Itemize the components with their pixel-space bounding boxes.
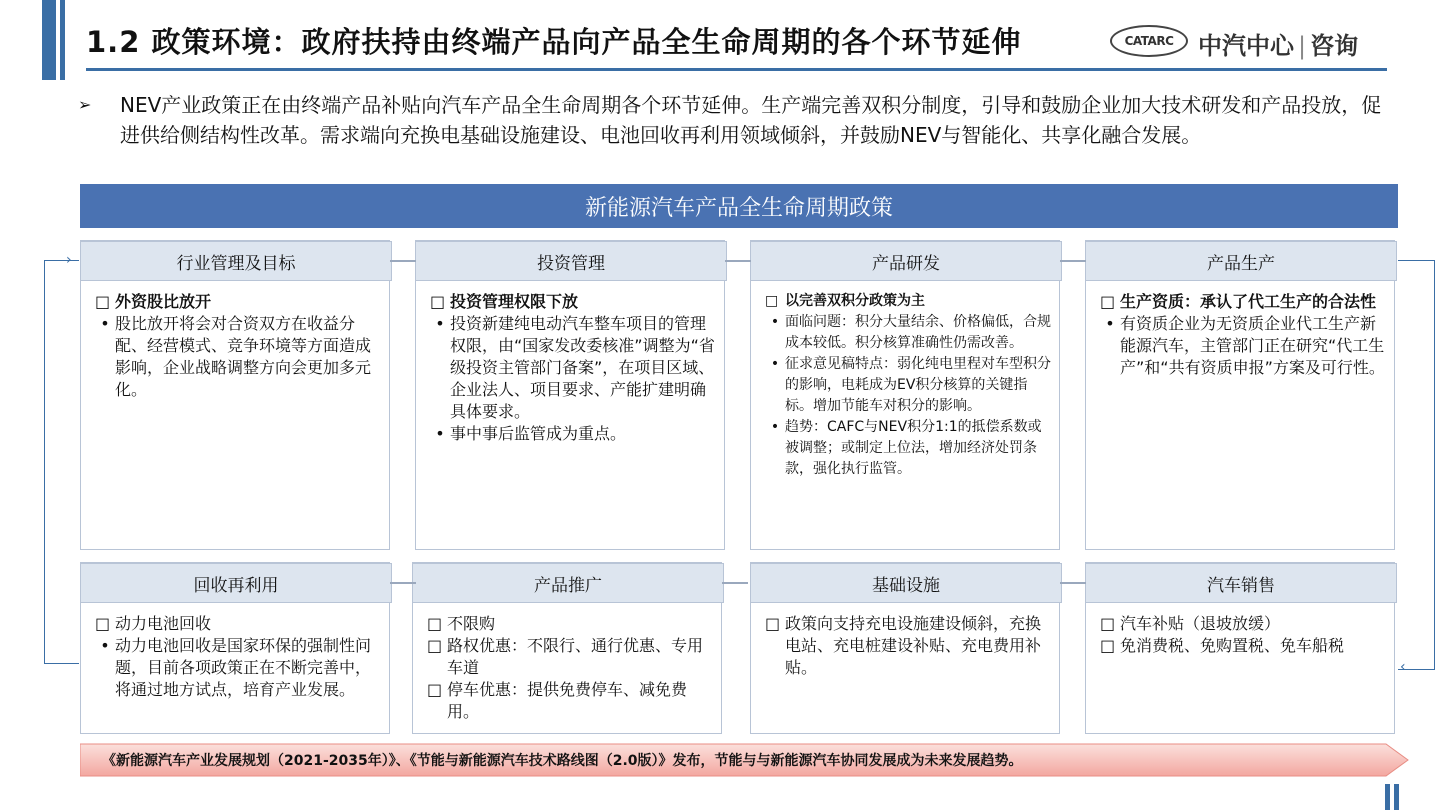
policy-card-title: 产品研发: [750, 241, 1062, 281]
policy-card: [1085, 562, 1395, 734]
checkbox-item: [1100, 635, 1386, 657]
card-connector: [390, 260, 416, 262]
policy-card: [80, 562, 390, 734]
square-bullet-icon: □: [95, 292, 111, 311]
brand: [1198, 26, 1358, 61]
dot-bullet-icon: •: [100, 314, 110, 333]
dot-bullet-icon: •: [100, 636, 110, 655]
dot-bullet-icon: •: [770, 419, 780, 435]
checkbox-item: [765, 291, 1051, 312]
card-connector: [725, 260, 751, 262]
card-connector: [390, 582, 416, 584]
brand-suffix: 咨询: [1310, 32, 1359, 60]
checkbox-item: [1100, 291, 1386, 313]
checkbox-item: [95, 613, 381, 635]
item-text: 投资新建纯电动汽车整车项目的管理权限，由“国家发改委核准”调整为“省级投资主管部门备案”，在项目区域、企业法人、项目要求、产能扩建明确具体要求。: [450, 314, 715, 421]
policy-card-body: [1100, 291, 1386, 379]
right-loop-arrow-icon: ‹: [1400, 659, 1406, 675]
title-accent-bars: [42, 0, 72, 80]
item-text: 不限购: [447, 614, 496, 633]
bullet-item: [765, 354, 1051, 417]
policy-card-body: [95, 291, 381, 401]
policy-card-title: 回收再利用: [80, 563, 392, 603]
square-bullet-icon: □: [430, 292, 446, 311]
policy-card: [750, 562, 1060, 734]
bullet-item: [95, 635, 381, 701]
policy-card: [1085, 240, 1395, 550]
policy-card-title: 行业管理及目标: [80, 241, 392, 281]
square-bullet-icon: □: [765, 293, 779, 309]
bullet-item: [95, 313, 381, 401]
left-loop-line: [44, 260, 79, 664]
item-text: 生产资质：承认了代工生产的合法性: [1120, 292, 1377, 311]
policy-card: [412, 562, 722, 734]
item-text: 动力电池回收是国家环保的强制性问题，目前各项政策正在不断完善中，将通过地方试点，培育产业发展。: [115, 636, 372, 699]
policy-card: [80, 240, 390, 550]
square-bullet-icon: □: [765, 614, 781, 633]
brand-name: 中汽中心: [1198, 32, 1294, 60]
brand-divider: |: [1298, 32, 1307, 60]
square-bullet-icon: □: [427, 636, 443, 655]
item-text: 政策向支持充电设施建设倾斜，充换电站、充电桩建设补贴、充电费用补贴。: [785, 614, 1042, 677]
footer-text: 《新能源汽车产业发展规划（2021-2035年）》、《节能与新能源汽车技术路线图（2.0版）》发布，节能与与新能源汽车协同发展成为未来发展趋势。: [102, 753, 1023, 769]
square-bullet-icon: □: [427, 614, 443, 633]
catarc-logo: CATARC: [1110, 25, 1188, 57]
policy-card-body: [430, 291, 716, 445]
item-text: 停车优惠：提供免费停车、减免费用。: [447, 680, 688, 721]
checkbox-item: [427, 679, 713, 723]
dot-bullet-icon: •: [435, 424, 445, 443]
policy-card: [415, 240, 725, 550]
item-text: 外资股比放开: [115, 292, 212, 311]
right-loop-line: [1398, 260, 1435, 670]
bullet-item: [765, 312, 1051, 354]
dot-bullet-icon: •: [770, 356, 780, 372]
title-underline: [86, 68, 1387, 71]
item-text: 汽车补贴（退坡放缓）: [1120, 614, 1281, 633]
square-bullet-icon: □: [1100, 614, 1116, 633]
lifecycle-banner: 新能源汽车产品全生命周期政策: [80, 184, 1398, 228]
page-title: 1.2 政策环境：政府扶持由终端产品向产品全生命周期的各个环节延伸: [86, 25, 1022, 59]
bullet-item: [1100, 313, 1386, 379]
checkbox-item: [95, 291, 381, 313]
policy-card-body: [765, 613, 1051, 679]
checkbox-item: [427, 635, 713, 679]
item-text: 征求意见稿特点：弱化纯电里程对车型积分的影响，电耗成为EV积分核算的关键指标。增加节能车对积分的影响。: [785, 356, 1051, 414]
item-text: 动力电池回收: [115, 614, 212, 633]
square-bullet-icon: □: [95, 614, 111, 633]
policy-card-title: 投资管理: [415, 241, 727, 281]
item-text: 路权优惠：不限行、通行优惠、专用车道: [447, 636, 704, 677]
bullet-item: [430, 423, 716, 445]
policy-card-title: 产品生产: [1085, 241, 1397, 281]
checkbox-item: [1100, 613, 1386, 635]
intro-text: NEV产业政策正在由终端产品补贴向汽车产品全生命周期各个环节延伸。生产端完善双积分制度，引导和鼓励企业加大技术研发和产品投放，促进供给侧结构性改革。需求端向充换电基础设施建设、电池回收再利用领域倾斜，并鼓励NEV与智能化、共享化融合发展。: [120, 93, 1382, 147]
card-connector: [1060, 260, 1086, 262]
square-bullet-icon: □: [1100, 292, 1116, 311]
checkbox-item: [765, 613, 1051, 679]
dot-bullet-icon: •: [770, 314, 780, 330]
item-text: 免消费税、免购置税、免车船税: [1120, 636, 1345, 655]
policy-card-body: [427, 613, 713, 723]
dot-bullet-icon: •: [1105, 314, 1115, 333]
policy-card: [750, 240, 1060, 550]
policy-card-body: [765, 291, 1051, 480]
item-text: 面临问题：积分大量结余、价格偏低，合规成本较低。积分核算准确性仍需改善。: [785, 314, 1051, 351]
checkbox-item: [430, 291, 716, 313]
item-text: 事中事后监管成为重点。: [450, 424, 627, 443]
policy-card-title: 基础设施: [750, 563, 1062, 603]
checkbox-item: [427, 613, 713, 635]
footer-arrow: [80, 740, 1410, 780]
item-text: 趋势：CAFC与NEV积分1:1的抵偿系数或被调整；或制定上位法，增加经济处罚条款，强化执行监管。: [785, 419, 1042, 477]
bullet-item: [430, 313, 716, 423]
bullet-item: [765, 417, 1051, 480]
item-text: 以完善双积分政策为主: [785, 293, 925, 309]
intro-paragraph: [78, 90, 1398, 150]
item-text: 投资管理权限下放: [450, 292, 579, 311]
square-bullet-icon: □: [1100, 636, 1116, 655]
card-connector: [722, 582, 748, 584]
arrow-bullet-icon: ➢: [78, 95, 92, 114]
square-bullet-icon: □: [427, 680, 443, 699]
policy-card-title: 产品推广: [412, 563, 724, 603]
policy-card-title: 汽车销售: [1085, 563, 1397, 603]
policy-card-body: [1100, 613, 1386, 657]
policy-card-body: [95, 613, 381, 701]
card-connector: [1060, 582, 1086, 584]
item-text: 股比放开将会对合资双方在收益分配、经营模式、竞争环境等方面造成影响，企业战略调整方向会更加多元化。: [115, 314, 372, 399]
item-text: 有资质企业为无资质企业代工生产新能源汽车，主管部门正在研究“代工生产”和“共有资质申报”方案及可行性。: [1120, 314, 1385, 377]
dot-bullet-icon: •: [435, 314, 445, 333]
left-loop-arrow-icon: ›: [66, 252, 72, 268]
